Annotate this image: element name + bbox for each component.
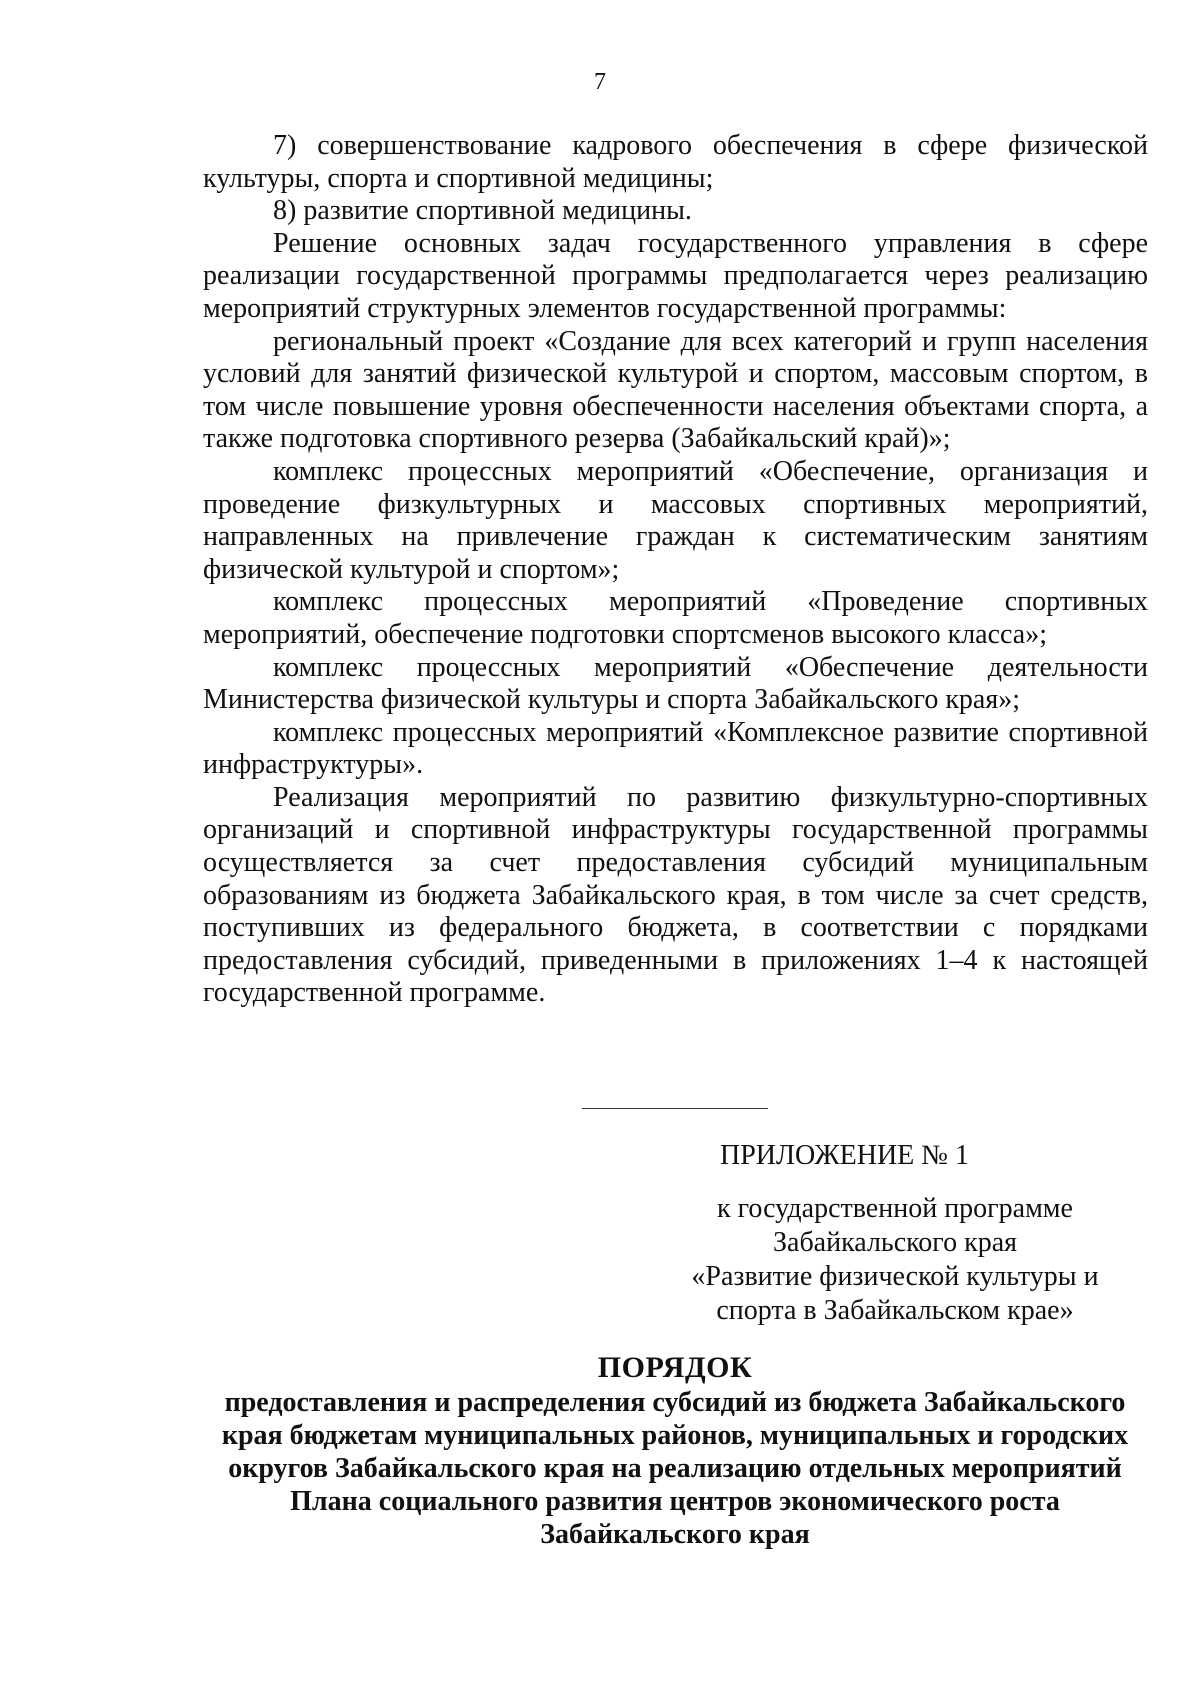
paragraph-complex-1: комплекс процессных мероприятий «Обеспечение, организация и проведение физкультурных и массовых спортивных мероприятий, направленных на привлечение граждан к систематическим занятиям физической культурой и спортом»; (203, 455, 1148, 585)
appendix-ref-line: Забайкальского края (772, 1227, 1017, 1258)
paragraph-implementation: Реализация мероприятий по развитию физкультурно-спортивных организаций и спортивной инфраструктуры государственной программы осуществляется за счет предоставления субсидий муниципальным образованиям из бюджета Забайкальского края, в том числе за счет средств, поступивших из федерального бюджета, в соответствии с порядками предоставления субсидий, приведенными в приложениях 1–4 к настоящей государственной программе. (203, 781, 1148, 1009)
paragraph-complex-2: комплекс процессных мероприятий «Проведение спортивных мероприятий, обеспечение подготовки спортсменов высокого класса»; (203, 586, 1148, 650)
order-subtitle-line: Плана социального развития центров экономического роста (290, 1486, 1060, 1517)
appendix-title: ПРИЛОЖЕНИЕ № 1 (720, 1140, 969, 1171)
paragraph-regional-project: региональный проект «Создание для всех категорий и групп населения условий для занятий физической культурой и спортом, массовым спортом, в том числе повышение уровня обеспеченности населения объектами спорта, а также подготовка спортивного резерва (Забайкальский край)»; (203, 325, 1148, 455)
order-subtitle-line: округов Забайкальского края на реализацию отдельных мероприятий (228, 1453, 1122, 1484)
paragraph-item-7: 7) совершенствование кадрового обеспечения в сфере физической культуры, спорта и спортивной медицины; (203, 130, 1148, 194)
order-title: ПОРЯДОК (597, 1351, 753, 1384)
appendix-ref-line: «Развитие физической культуры и (691, 1261, 1099, 1292)
order-subtitle (190, 1386, 1160, 1551)
body-text (203, 130, 1148, 1010)
paragraph-item-8: 8) развитие спортивной медицины. (273, 195, 692, 227)
order-heading (190, 1350, 1160, 1551)
paragraph-complex-4: комплекс процессных мероприятий «Комплексное развитие спортивной инфраструктуры». (203, 716, 1148, 781)
order-subtitle-line: края бюджетам муниципальных районов, муниципальных и городских (221, 1420, 1129, 1451)
order-subtitle-line: предоставления и распределения субсидий из бюджета Забайкальского (224, 1387, 1126, 1418)
paragraph-tasks-solution: Решение основных задач государственного управления в сфере реализации государственной программы предполагается через реализацию мероприятий структурных элементов государственной программы: (203, 227, 1148, 324)
paragraph-complex-3: комплекс процессных мероприятий «Обеспечение деятельности Министерства физической культуры и спорта Забайкальского края»; (203, 651, 1148, 716)
separator-line (582, 1108, 768, 1109)
page-number: 7 (594, 69, 606, 95)
appendix-reference (660, 1192, 1130, 1328)
appendix-ref-line: спорта в Забайкальском крае» (716, 1295, 1074, 1326)
order-subtitle-line: Забайкальского края (540, 1519, 810, 1550)
appendix-ref-line: к государственной программе (717, 1193, 1073, 1224)
